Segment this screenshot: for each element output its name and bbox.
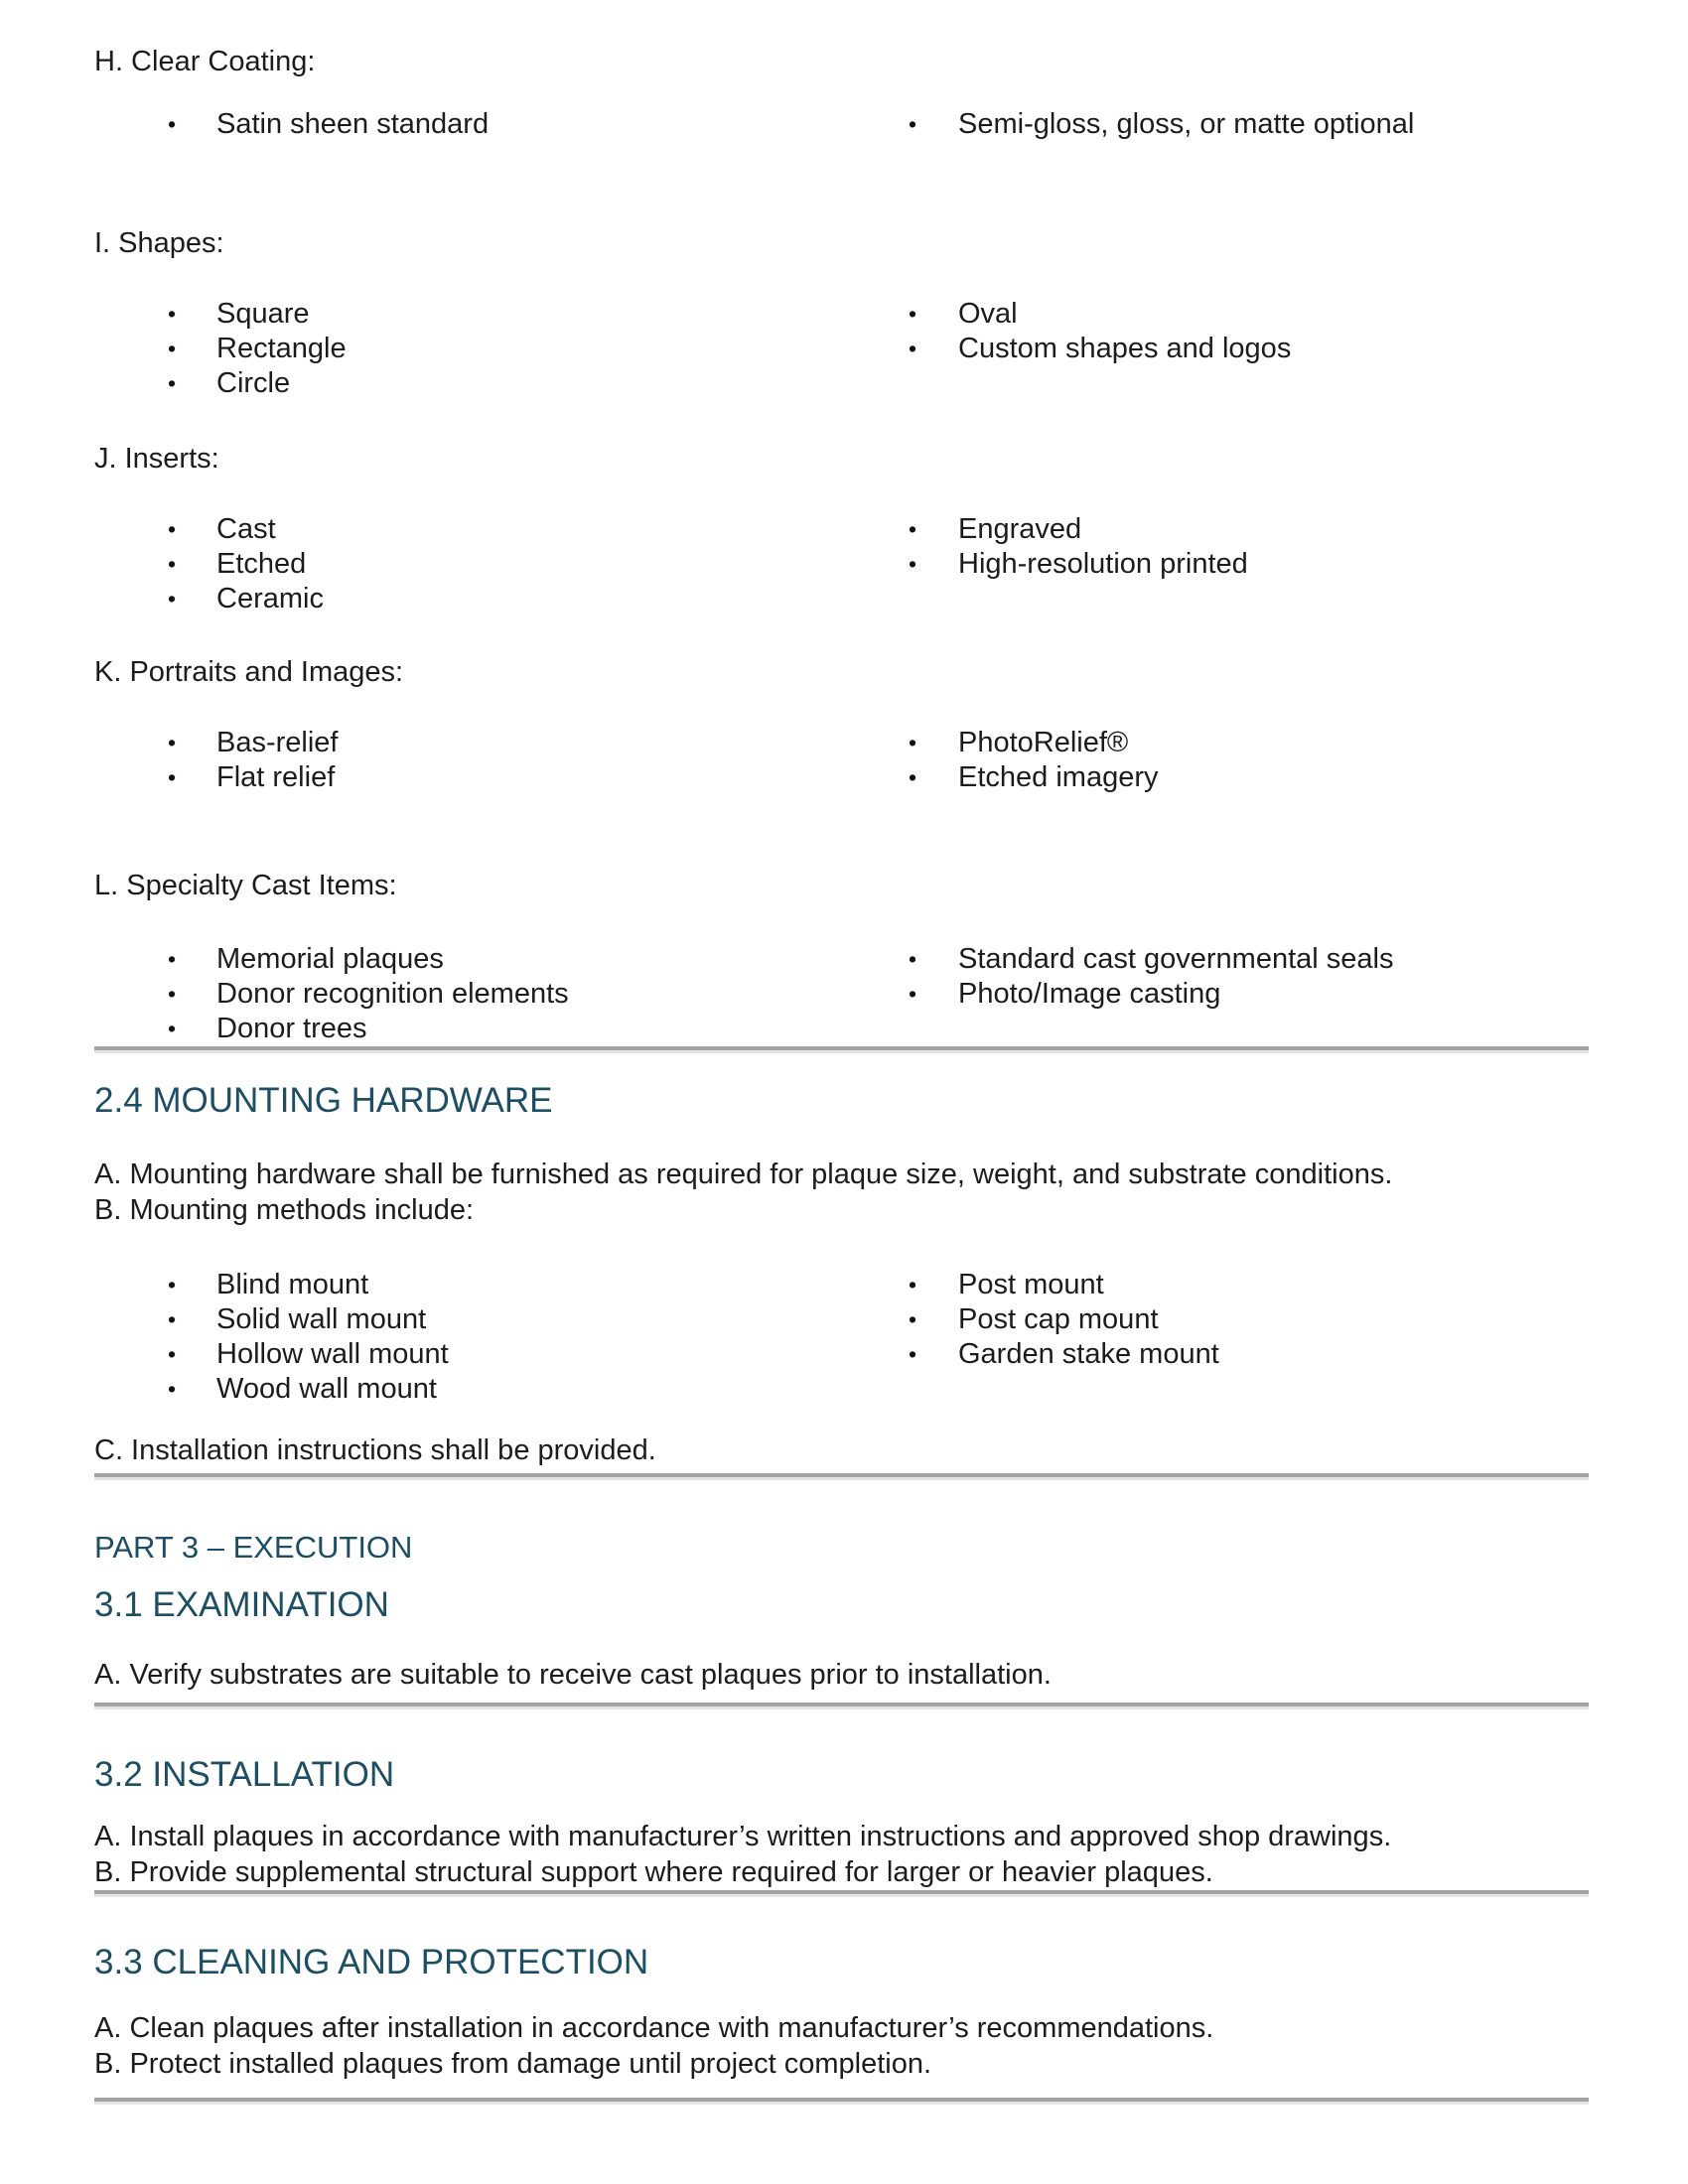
list-item bbox=[94, 332, 834, 366]
bullet-icon: • bbox=[909, 111, 917, 137]
list-item bbox=[94, 547, 834, 582]
list-item-text: Satin sheen standard bbox=[216, 108, 490, 140]
list-item-text: Blind mount bbox=[216, 1269, 369, 1300]
bullet-columns-clear-coating bbox=[94, 107, 1589, 142]
bullet-icon: • bbox=[909, 336, 917, 361]
list-item bbox=[834, 297, 1589, 332]
bullet-column-left bbox=[94, 297, 834, 401]
list-item bbox=[94, 512, 834, 547]
bullet-icon: • bbox=[909, 1272, 917, 1297]
list-item bbox=[834, 547, 1589, 582]
bullet-column-right bbox=[834, 512, 1589, 616]
bullet-icon: • bbox=[168, 981, 177, 1007]
bullet-icon: • bbox=[909, 946, 917, 972]
clause-label-h: H. Clear Coating: bbox=[94, 46, 316, 77]
bullet-columns-mounting bbox=[94, 1268, 1589, 1407]
paragraph-installation-a: A. Install plaques in accordance with manufacturer’s written instructions and approved shop drawings. bbox=[94, 1821, 1392, 1852]
clause-label-k: K. Portraits and Images: bbox=[94, 656, 404, 688]
list-item-text: Oval bbox=[958, 298, 1018, 330]
list-item bbox=[94, 366, 834, 401]
list-item bbox=[834, 726, 1589, 760]
list-item-text: Square bbox=[216, 298, 310, 330]
list-item bbox=[94, 1012, 834, 1046]
list-item-text: Flat relief bbox=[216, 761, 336, 793]
bullet-icon: • bbox=[168, 551, 177, 577]
bullet-icon: • bbox=[909, 1341, 917, 1367]
list-item bbox=[94, 760, 834, 795]
clause-label-j: J. Inserts: bbox=[94, 443, 219, 475]
horizontal-rule bbox=[94, 1703, 1589, 1709]
bullet-icon: • bbox=[168, 1341, 177, 1367]
list-item bbox=[94, 1372, 834, 1407]
clause-label-l: L. Specialty Cast Items: bbox=[94, 870, 397, 901]
bullet-column-left bbox=[94, 1268, 834, 1407]
bullet-icon: • bbox=[168, 1376, 177, 1402]
list-item bbox=[834, 1337, 1589, 1372]
bullet-icon: • bbox=[168, 764, 177, 790]
paragraph-mounting-a: A. Mounting hardware shall be furnished as required for plaque size, weight, and substrate conditions. bbox=[94, 1159, 1393, 1190]
list-item-text: High-resolution printed bbox=[958, 548, 1248, 580]
list-item-text: Garden stake mount bbox=[958, 1338, 1219, 1370]
bullet-icon: • bbox=[909, 981, 917, 1007]
bullet-icon: • bbox=[168, 301, 177, 327]
bullet-icon: • bbox=[168, 370, 177, 396]
list-item-text: Donor recognition elements bbox=[216, 978, 569, 1010]
paragraph-cleaning-a: A. Clean plaques after installation in accordance with manufacturer’s recommendations. bbox=[94, 2012, 1214, 2044]
paragraph-cleaning-b: B. Protect installed plaques from damage until project completion. bbox=[94, 2048, 932, 2080]
list-item bbox=[94, 107, 834, 142]
list-item-text: Rectangle bbox=[216, 333, 347, 364]
list-item-text: Custom shapes and logos bbox=[958, 333, 1292, 364]
list-item-text: Etched imagery bbox=[958, 761, 1159, 793]
section-heading-3-3: 3.3 CLEANING AND PROTECTION bbox=[94, 1943, 649, 1981]
bullet-icon: • bbox=[168, 730, 177, 755]
list-item-text: Post cap mount bbox=[958, 1303, 1159, 1335]
bullet-column-left bbox=[94, 942, 834, 1046]
list-item bbox=[94, 977, 834, 1012]
horizontal-rule bbox=[94, 1473, 1589, 1480]
bullet-columns-shapes bbox=[94, 297, 1589, 401]
list-item bbox=[94, 582, 834, 616]
bullet-icon: • bbox=[168, 336, 177, 361]
list-item bbox=[834, 942, 1589, 977]
list-item bbox=[94, 726, 834, 760]
bullet-icon: • bbox=[909, 730, 917, 755]
list-item bbox=[834, 760, 1589, 795]
bullet-column-left bbox=[94, 107, 834, 142]
paragraph-mounting-c: C. Installation instructions shall be provided. bbox=[94, 1434, 656, 1466]
list-item-text: Hollow wall mount bbox=[216, 1338, 449, 1370]
section-heading-2-4: 2.4 MOUNTING HARDWARE bbox=[94, 1081, 553, 1120]
paragraph-installation-b: B. Provide supplemental structural support where required for larger or heavier plaques. bbox=[94, 1856, 1213, 1888]
bullet-icon: • bbox=[909, 516, 917, 542]
bullet-icon: • bbox=[168, 111, 177, 137]
bullet-columns-specialty bbox=[94, 942, 1589, 1046]
horizontal-rule bbox=[94, 1890, 1589, 1897]
list-item-text: Engraved bbox=[958, 513, 1082, 545]
bullet-icon: • bbox=[168, 946, 177, 972]
list-item-text: Solid wall mount bbox=[216, 1303, 427, 1335]
part-heading-3: PART 3 – EXECUTION bbox=[94, 1530, 413, 1565]
paragraph-examination-a: A. Verify substrates are suitable to receive cast plaques prior to installation. bbox=[94, 1659, 1052, 1691]
bullet-icon: • bbox=[168, 586, 177, 612]
bullet-column-left bbox=[94, 726, 834, 795]
bullet-icon: • bbox=[909, 1306, 917, 1332]
list-item-text: Cast bbox=[216, 513, 276, 545]
list-item bbox=[94, 942, 834, 977]
list-item bbox=[94, 1337, 834, 1372]
list-item bbox=[834, 107, 1589, 142]
bullet-icon: • bbox=[168, 516, 177, 542]
list-item bbox=[834, 1302, 1589, 1337]
bullet-icon: • bbox=[909, 551, 917, 577]
list-item-text: Post mount bbox=[958, 1269, 1104, 1300]
bullet-column-right bbox=[834, 107, 1589, 142]
list-item bbox=[94, 297, 834, 332]
bullet-columns-portraits bbox=[94, 726, 1589, 795]
list-item-text: Bas-relief bbox=[216, 727, 339, 758]
list-item-text: Etched bbox=[216, 548, 307, 580]
list-item-text: Photo/Image casting bbox=[958, 978, 1221, 1010]
bullet-column-right bbox=[834, 297, 1589, 401]
list-item-text: Standard cast governmental seals bbox=[958, 943, 1394, 975]
bullet-columns-inserts bbox=[94, 512, 1589, 616]
list-item bbox=[834, 332, 1589, 366]
list-item-text: Circle bbox=[216, 367, 291, 399]
list-item-text: Wood wall mount bbox=[216, 1373, 437, 1405]
list-item-text: PhotoRelief® bbox=[958, 727, 1129, 758]
list-item-text: Semi-gloss, gloss, or matte optional bbox=[958, 108, 1415, 140]
list-item-text: Donor trees bbox=[216, 1013, 367, 1044]
bullet-column-right bbox=[834, 1268, 1589, 1407]
bullet-column-left bbox=[94, 512, 834, 616]
bullet-column-right bbox=[834, 726, 1589, 795]
paragraph-mounting-b: B. Mounting methods include: bbox=[94, 1194, 475, 1226]
bullet-icon: • bbox=[168, 1016, 177, 1041]
list-item bbox=[834, 1268, 1589, 1302]
section-heading-3-2: 3.2 INSTALLATION bbox=[94, 1755, 395, 1794]
section-heading-3-1: 3.1 EXAMINATION bbox=[94, 1585, 389, 1624]
list-item bbox=[834, 512, 1589, 547]
horizontal-rule bbox=[94, 1046, 1589, 1053]
list-item bbox=[94, 1268, 834, 1302]
horizontal-rule-bottom bbox=[94, 2098, 1589, 2105]
bullet-icon: • bbox=[168, 1272, 177, 1297]
bullet-column-right bbox=[834, 942, 1589, 1046]
clause-label-i: I. Shapes: bbox=[94, 227, 224, 259]
bullet-icon: • bbox=[168, 1306, 177, 1332]
list-item bbox=[94, 1302, 834, 1337]
bullet-icon: • bbox=[909, 764, 917, 790]
bullet-icon: • bbox=[909, 301, 917, 327]
list-item bbox=[834, 977, 1589, 1012]
list-item-text: Ceramic bbox=[216, 583, 324, 614]
list-item-text: Memorial plaques bbox=[216, 943, 444, 975]
